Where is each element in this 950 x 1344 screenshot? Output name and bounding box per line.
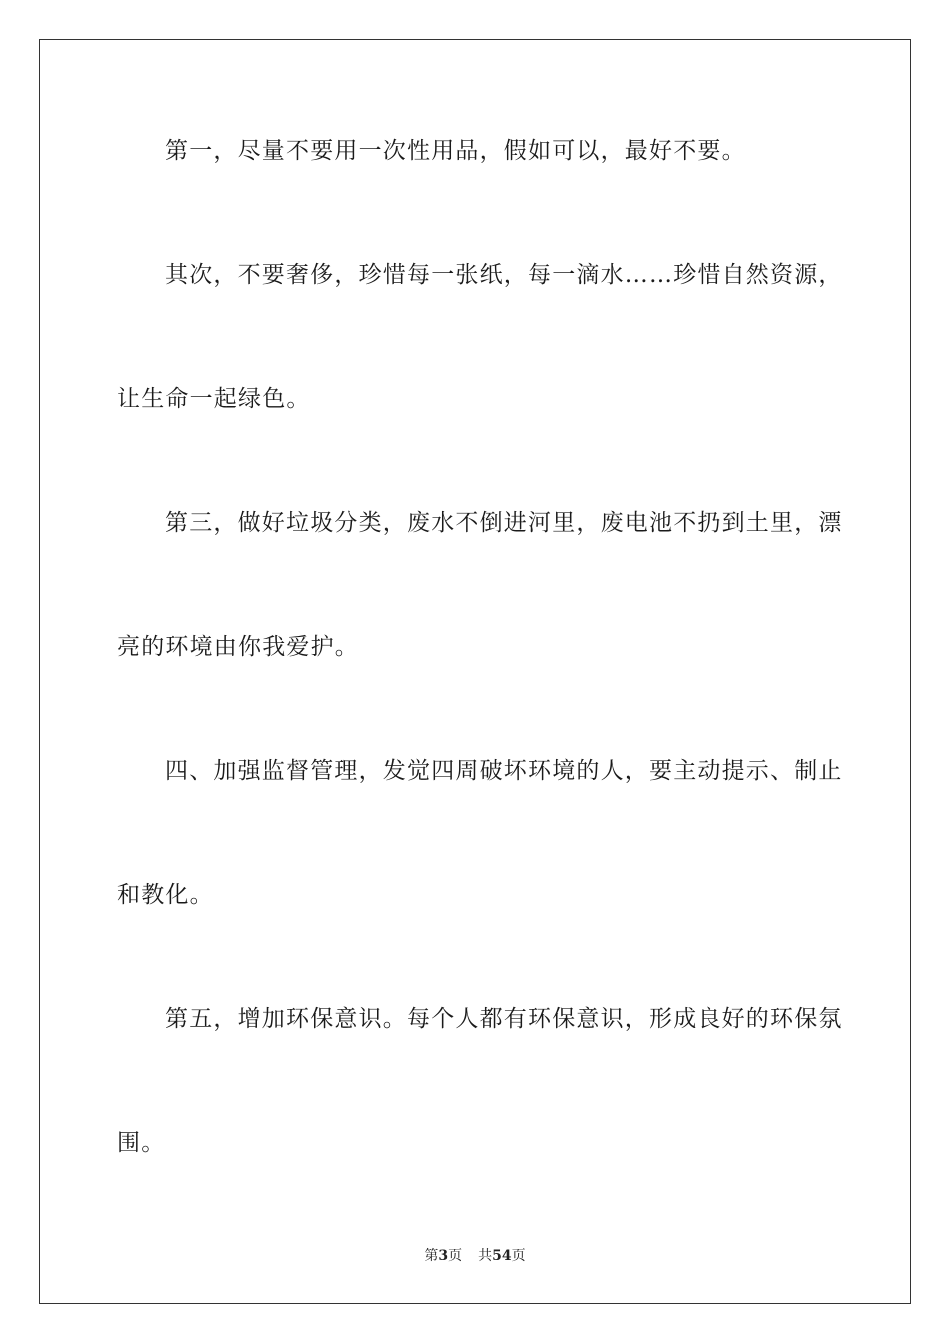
paragraph-line: 其次，不要奢侈，珍惜每一张纸，每一滴水……珍惜自然资源，: [165, 262, 843, 288]
page-prefix: 第: [424, 1248, 439, 1264]
page-suffix: 页: [448, 1248, 463, 1264]
paragraph-line: 第三，做好垃圾分类，废水不倒进河里，废电池不扔到土里，漂: [165, 510, 843, 536]
total-pages: 54: [492, 1248, 512, 1264]
total-prefix: 共: [478, 1248, 493, 1264]
paragraph-line: 亮的环境由你我爱护。: [117, 634, 359, 660]
page-footer: [0, 1247, 950, 1265]
paragraph-line: 第五，增加环保意识。每个人都有环保意识，形成良好的环保氛: [165, 1006, 843, 1032]
paragraph-line: 围。: [117, 1130, 166, 1156]
page-border: [39, 39, 911, 1304]
page-number: 3: [438, 1248, 449, 1264]
total-suffix: 页: [511, 1248, 526, 1264]
paragraph-line: 四、加强监督管理，发觉四周破坏环境的人，要主动提示、制止: [165, 758, 843, 784]
paragraph-line: 和教化。: [117, 882, 214, 908]
paragraph-line: 第一，尽量不要用一次性用品，假如可以，最好不要。: [165, 138, 746, 164]
paragraph-line: 让生命一起绿色。: [117, 386, 311, 412]
